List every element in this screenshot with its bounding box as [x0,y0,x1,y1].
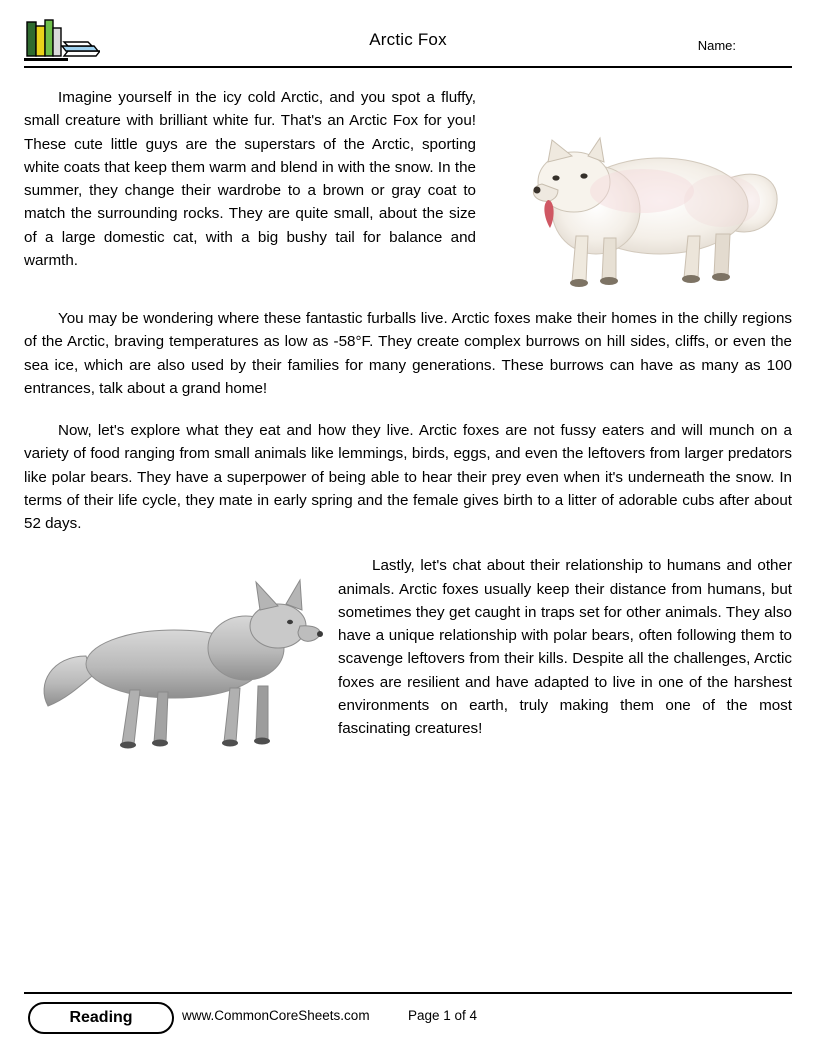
page-title: Arctic Fox [369,30,447,49]
header-divider [24,66,792,68]
name-field-label: Name: [697,38,736,53]
page-footer [24,992,792,1038]
subject-badge: Reading [28,1002,174,1034]
site-url: www.CommonCoreSheets.com [182,1008,370,1023]
arctic-fox-gray-photo [34,560,324,760]
arctic-fox-white-photo [492,86,792,301]
paragraph-3: Now, let's explore what they eat and how they live. Arctic foxes are not fussy eaters and will munch on a variety of food ranging from small animals like lemmings, birds, eggs, and even the leftovers from larger predators like polar bears. They have a superpower of being able to hear their prey even when it's underneath the snow. In terms of their life cycle, they mate in early spring and the female gives birth to a litter of adorable cubs after about 52 days. [24,422,792,532]
page-header [24,14,792,68]
paragraph-2: You may be wondering where these fantastic furballs live. Arctic foxes make their homes in the chilly regions of the Arctic, braving temperatures as low as -58°F. They create complex burrows on hill sides, cliffs, or even the sea ice, which are also used by their families for many generations. These burrows can have as many as 100 entrances, talk about a grand home! [24,310,792,397]
footer-divider [24,992,792,994]
paragraph-4: Lastly, let's chat about their relationship to humans and other animals. Arctic foxes usually keep their distance from humans, but sometimes they get caught in traps set for other animals. They also have a unique relationship with polar bears, often following them to scavenge leftovers from their kills. Despite all the challenges, Arctic foxes are resilient and have adapted to live in one of the harshest environments on earth, truly making them one of the most fascinating creatures! [338,557,792,737]
passage-body [24,86,792,766]
paragraph-1: Imagine yourself in the icy cold Arctic, and you spot a fluffy, small creature with brilliant white fur. That's an Arctic Fox for you! These cute little guys are the superstars of the Arctic, sporting white coats that keep them warm and blend in with the snow. In the summer, they change their wardrobe to a brown or gray coat to match the surrounding rocks. They are quite small, about the size of a large domestic cat, with a big bushy tail for balance and warmth. [24,89,476,269]
page-number: Page 1 of 4 [408,1008,478,1023]
